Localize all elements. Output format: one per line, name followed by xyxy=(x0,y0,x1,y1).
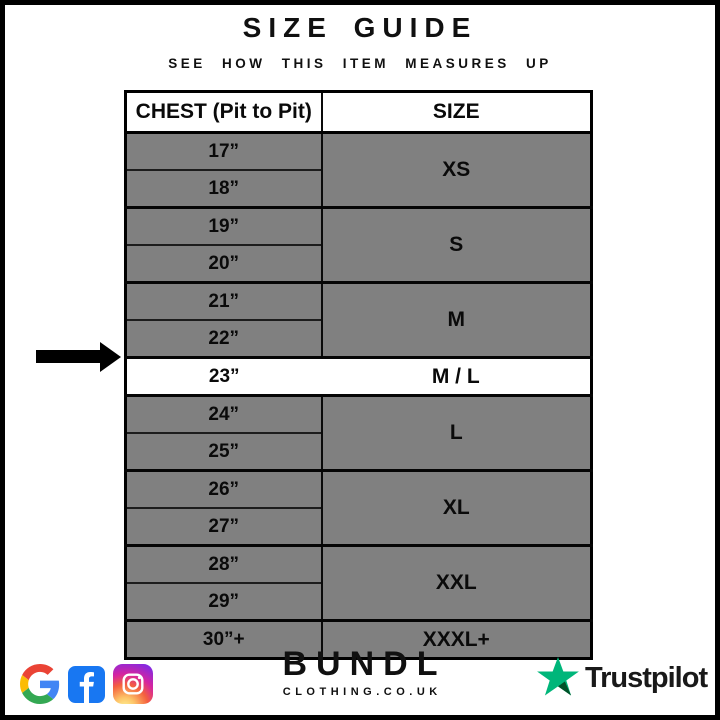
chest-value: 26” xyxy=(126,471,322,509)
size-column-header: SIZE xyxy=(322,92,592,133)
size-row-highlighted xyxy=(126,358,592,396)
chest-value: 30”+ xyxy=(126,621,322,659)
size-table-body xyxy=(126,133,592,659)
chest-value: 23” xyxy=(126,358,322,396)
size-row xyxy=(126,208,592,246)
chest-value: 17” xyxy=(126,133,322,171)
highlight-arrow-body xyxy=(36,350,100,363)
table-header-row xyxy=(126,92,592,133)
size-row xyxy=(126,471,592,509)
highlight-arrow-head xyxy=(100,342,121,372)
chest-value: 19” xyxy=(126,208,322,246)
trustpilot-label: Trustpilot xyxy=(585,661,708,694)
size-row xyxy=(126,396,592,434)
chest-value: 22” xyxy=(126,320,322,358)
chest-value: 21” xyxy=(126,283,322,321)
page-subtitle: SEE HOW THIS ITEM MEASURES UP xyxy=(168,56,552,71)
chest-column-header: CHEST (Pit to Pit) xyxy=(126,92,322,133)
chest-value: 18” xyxy=(126,170,322,208)
trustpilot-logo xyxy=(536,657,707,699)
chest-value: 27” xyxy=(126,508,322,546)
trustpilot-star-icon xyxy=(536,657,580,699)
chest-value: 20” xyxy=(126,245,322,283)
chest-value: 28” xyxy=(126,546,322,584)
size-value: S xyxy=(322,208,592,283)
size-row xyxy=(126,133,592,171)
page-title: SIZE GUIDE xyxy=(242,12,478,43)
size-value: XL xyxy=(322,471,592,546)
size-value: XS xyxy=(322,133,592,208)
size-row xyxy=(126,283,592,321)
brand-name: BUNDL xyxy=(282,645,447,683)
chest-value: 24” xyxy=(126,396,322,434)
chest-value: 25” xyxy=(126,433,322,471)
size-value: M xyxy=(322,283,592,358)
size-value: M / L xyxy=(322,358,592,396)
size-row xyxy=(126,546,592,584)
brand-domain: CLOTHING.CO.UK xyxy=(282,686,442,698)
size-value: XXL xyxy=(322,546,592,621)
size-value: XXXL+ xyxy=(322,621,592,659)
size-value: L xyxy=(322,396,592,471)
size-guide-table xyxy=(124,90,593,660)
chest-value: 29” xyxy=(126,583,322,621)
